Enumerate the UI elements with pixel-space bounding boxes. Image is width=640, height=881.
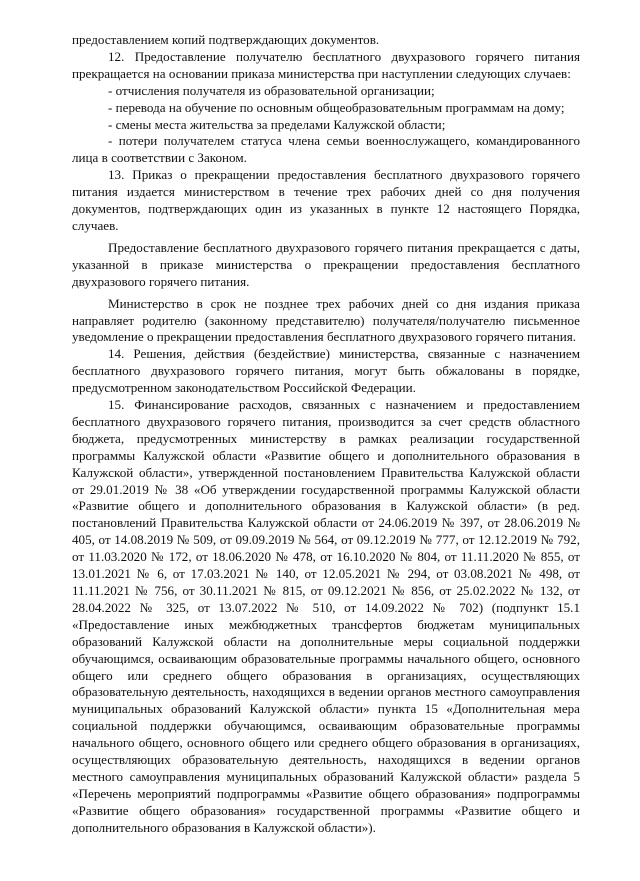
paragraph-item-14: 14. Решения, действия (бездействие) министерства, связанные с назначением бесплатного двухразового горячего питания, могут быть обжалованы в порядке, предусмотренном законодательством Российской Федерации. — [72, 346, 580, 396]
list-item: - потери получателем статуса члена семьи военнослужащего, командированного лица в соответствии с Законом. — [72, 133, 580, 166]
list-item: - смены места жительства за пределами Калужской области; — [108, 116, 446, 132]
paragraph: Министерство в срок не позднее трех рабочих дней со дня издания приказа направляет родителю (законному представителю) получателя/получателю письменное уведомление о прекращении предоставления бесплатного двухразового горячего питания. — [72, 295, 580, 345]
paragraph: Предоставление бесплатного двухразового горячего питания прекращается с даты, указанной в приказе министерства о прекращении предоставления бесплатного двухразового горячего питания. — [72, 239, 580, 289]
list-item: - перевода на обучение по основным общеобразовательным программам на дому; — [108, 99, 565, 115]
document-body — [72, 32, 580, 837]
paragraph-item-15: 15. Финансирование расходов, связанных с назначением и предоставлением бесплатного двухразового горячего питания, производится за счет средств областного бюджета, предусмотренных министерству в рамках реализации государственной программы Калужской области «Развитие общего и дополнительного образования в Калужской области», утвержденной постановлением Правительства Калужской области от 29.01.2019 № 38 «Об утверждении государственной программы Калужской области «Развитие общего и дополнительного образования в Калужской области» (в ред. постановлений Правительства Калужской области от 24.06.2019 № 397, от 28.06.2019 № 405, от 14.08.2019 № 509, от 09.09.2019 № 564, от 09.12.2019 № 777, от 12.12.2019 № 792, от 11.03.2020 № 172, от 18.06.2020 № 478, от 16.10.2020 № 804, от 11.11.2020 № 855, от 13.01.2021 № 6, от 17.03.2021 № 140, от 12.05.2021 № 294, от 03.08.2021 № 498, от 11.11.2021 № 756, от 30.11.2021 № 815, от 09.12.2021 № 856, от 25.02.2022 № 132, от 28.04.2022 № 325, от 13.07.2022 № 510, от 14.09.2022 № 702) (подпункт 15.1 «Предоставление иных межбюджетных трансфертов бюджетам муниципальных образований Калужской области на дополнительные меры социальной поддержки обучающимся, осваивающим образовательные программы начального общего, основного общего или среднего общего образования в организациях, осуществляющих образовательную деятельность, находящихся в ведении органов местного самоуправления муниципальных образований Калужской области» пункта 15 «Дополнительная мера социальной поддержки обучающимся, осваивающим образовательные программы начального общего, основного общего или среднего общего образования в организациях, осуществляющих образовательную деятельность, находящихся в ведении органов местного самоуправления муниципальных образований Калужской области» раздела 5 «Перечень мероприятий подпрограммы «Развитие общего образования» подпрограммы «Развитие общего образования» государственной программы «Развитие общего и дополнительного образования в Калужской области»). — [72, 397, 580, 835]
paragraph-continuation: предоставлением копий подтверждающих документов. — [72, 32, 380, 47]
paragraph-item-12: 12. Предоставление получателю бесплатного двухразового горячего питания прекращается на основании приказа министерства при наступлении следующих случаев: — [72, 48, 580, 81]
list-item: - отчисления получателя из образовательной организации; — [108, 82, 435, 98]
paragraph-item-13: 13. Приказ о прекращении предоставления бесплатного двухразового горячего питания издается министерством в течение трех рабочих дней со дня получения документов, подтверждающих один из указанных в пункте 12 настоящего Порядка, случаев. — [72, 167, 580, 233]
